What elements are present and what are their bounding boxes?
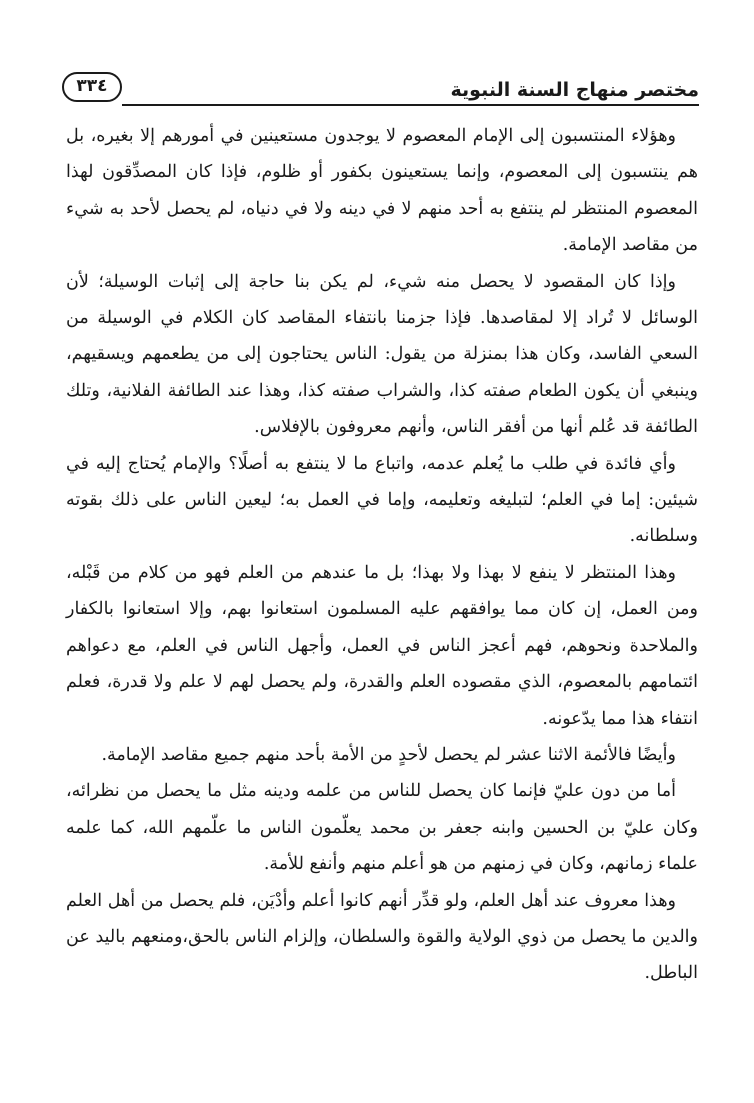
page-header [62,70,699,110]
body-text [66,118,698,992]
header-divider [122,104,699,106]
paragraph: وأي فائدة في طلب ما يُعلم عدمه، واتباع ما لا ينتفع به أصلًا؟ والإمام يُحتاج إليه في شيئين: إما في العلم؛ لتبليغه وتعليمه، وإما في العمل به؛ ليعين الناس على ذلك بقوته وسلطانه. [66,453,698,547]
paragraph: وإذا كان المقصود لا يحصل منه شيء، لم يكن بنا حاجة إلى إثبات الوسيلة؛ لأن الوسائل لا تُراد إلا لمقاصدها. فإذا جزمنا بانتفاء المقاصد كان الكلام في الوسيلة من السعي الفاسد، وكان هذا بمنزلة من يقول: الناس يحتاجون إلى من يطعمهم ويسقيهم، وينبغي أن يكون الطعام صفته كذا، والشراب صفته كذا، وهذا عند الطائفة الفلانية، وتلك الطائفة قد عُلم أنها من أفقر الناس، وأنهم معروفون بالإفلاس. [66,271,698,438]
paragraph: وهؤلاء المنتسبون إلى الإمام المعصوم لا يوجدون مستعينين في أمورهم إلا بغيره، بل هم ينتسبون إلى المعصوم، وإنما يستعينون بكفور أو ظلوم، فإذا كان المصدِّقون لهذا المعصوم المنتظر لم ينتفع به أحد منهم لا في دينه ولا في دنياه، لم يحصل لأحد به شيء من مقاصد الإمامة. [66,126,698,256]
paragraph: وهذا المنتظر لا ينفع لا بهذا ولا بهذا؛ بل ما عندهم من العلم فهو من كلام من قَبْله، ومن العمل، إن كان مما يوافقهم عليه المسلمون استعانوا بهم، وإلا استعانوا بالكفار والملاحدة ونحوهم، فهم أعجز الناس في العمل، وأجهل الناس في العلم، مع دعواهم ائتمامهم بالمعصوم، الذي مقصوده العلم والقدرة، ولم يحصل لهم لا علم ولا قدرة، فعلم انتفاء هذا مما يدّعونه. [66,562,698,729]
paragraph: وهذا معروف عند أهل العلم، ولو قدِّر أنهم كانوا أعلم وأدْيَن، فلم يحصل من أهل العلم والدين ما يحصل من ذوي الولاية والقوة والسلطان، وإلزام الناس بالحق،ومنعهم باليد عن الباطل. [66,890,698,984]
page-number-badge: ٣٣٤ [62,72,122,102]
book-title: مختصر منهاج السنة النبوية [450,79,699,101]
paragraph: وأيضًا فالأئمة الاثنا عشر لم يحصل لأحدٍ من الأمة بأحد منهم جميع مقاصد الإمامة. [101,744,676,765]
paragraph: أما من دون عليّ فإنما كان يحصل للناس من علمه ودينه مثل ما يحصل من نظرائه، وكان عليّ بن الحسين وابنه جعفر بن محمد يعلّمون الناس ما علّمهم الله، كما علمه علماء زمانهم، وكان في زمنهم من هو أعلم منهم وأنفع للأمة. [66,781,698,875]
